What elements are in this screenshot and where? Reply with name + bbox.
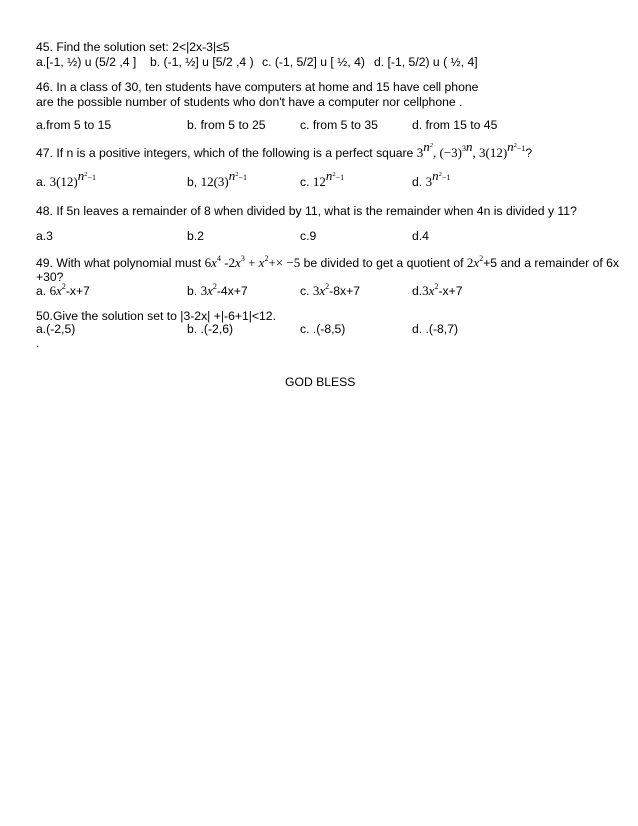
q46-option-b: b. from 5 to 25 (187, 118, 266, 132)
q49-stem-line1: 49. With what polynomial must $6x^4$ $-2x^3 + x^2+\times -5$ be divided to get a quotient of $2x^2+5$ and a remainder of 6x (36, 254, 620, 270)
q48-option-b: b.2 (187, 229, 204, 243)
q48-option-a: a.3 (36, 229, 53, 243)
q47-expressions: $3^{n^2}$, $(-3)^{3n}$, $3(12)^{n^2-1}$ (416, 139, 526, 160)
q48-option-d: d.4 (412, 229, 429, 243)
q49-option-d: $d.3x^2-x+7$ (412, 282, 463, 298)
q47-option-d: d. $3^{n^2-1}$ (412, 168, 451, 189)
q46-stem-line2: are the possible number of students who don't have a computer nor cellphone . (36, 95, 463, 109)
q47-option-c: c. $12^{n^2-1}$ (300, 168, 345, 189)
q50-option-d: d. .(-8,7) (412, 322, 459, 336)
q45-option-c: c. (-1, 5/2] u [ ½, 4) (262, 55, 365, 69)
q46-option-c: c. from 5 to 35 (300, 118, 378, 132)
q50-option-b: b. .(-2,6) (187, 322, 234, 336)
q47-option-b: b, $12(3)^{n^2-1}$ (187, 168, 247, 189)
q47-stem: 47. If n is a positive integers, which of the following is a perfect square $3^{n^2}$, $(-3)^{3n}$, $3(12)^{n^2-1}$? (36, 139, 533, 160)
q49-option-a: a. $6x^2-x+7$ (36, 282, 90, 298)
q49-option-c: c. $3x^2-8x+7$ (300, 282, 360, 298)
q49-quotient: $2x^2$ (466, 254, 484, 270)
closing-text: GOD BLESS (285, 375, 356, 389)
q47-option-a: a. $3(12)^{n^2-1}$ (36, 168, 96, 189)
q50-trailing-dot: . (36, 336, 40, 350)
q49-stem-line2: +30? (36, 270, 64, 284)
q46-option-d: d. from 15 to 45 (412, 118, 498, 132)
q45-option-d: d. [-1, 5/2) u ( ½, 4] (374, 55, 478, 69)
q50-option-c: c. .(-8,5) (300, 322, 346, 336)
q47-stem-text: 47. If n is a positive integers, which of the following is a perfect square (36, 146, 414, 160)
q50-stem: 50.Give the solution set to |3-2x| +|-6+1|<12. (36, 309, 276, 323)
q50-option-a: a.(-2,5) (36, 322, 76, 336)
q49-dividend: $6x^4$ $-2x^3 + x^2+\times -5$ (204, 254, 301, 270)
q45-option-b: b. (-1, ½] u [5/2 ,4 ) (150, 55, 254, 69)
q49-option-b: b. $3x^2-4x+7$ (187, 282, 248, 298)
q48-stem: 48. If 5n leaves a remainder of 8 when divided by 11, what is the remainder when 4n is divided y 11? (36, 204, 577, 218)
q48-option-c: c.9 (300, 229, 317, 243)
q45-stem: 45. Find the solution set: 2<|2x-3|≤5 (36, 40, 230, 54)
q45-option-a: a.[-1, ½) u (5/2 ,4 ] (36, 55, 137, 69)
q46-stem-line1: 46. In a class of 30, ten students have computers at home and 15 have cell phone (36, 80, 479, 94)
q46-option-a: a.from 5 to 15 (36, 118, 112, 132)
